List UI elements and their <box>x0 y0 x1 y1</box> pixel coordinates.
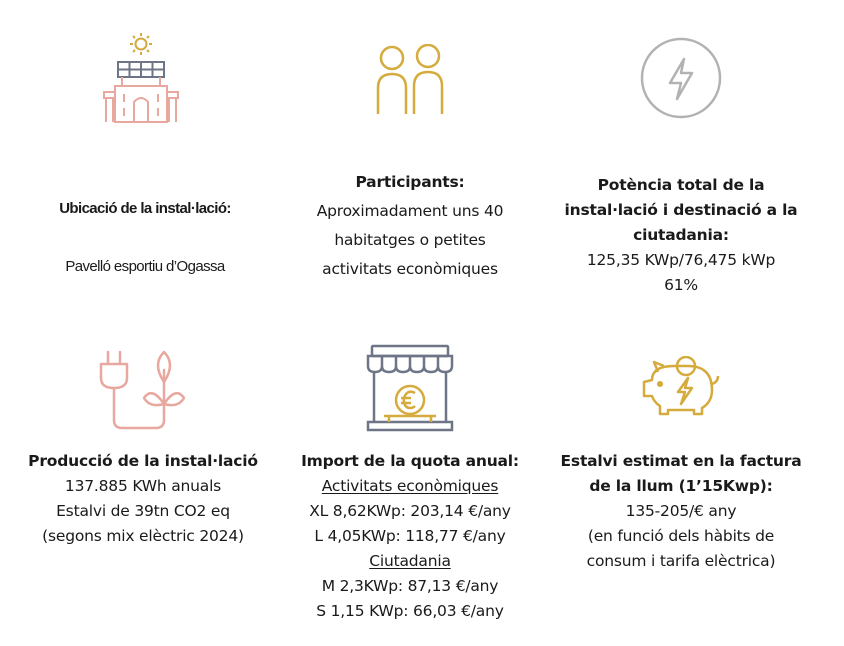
people-icon <box>374 44 446 116</box>
power-title: Potència total de la <box>597 176 765 194</box>
location-card <box>20 198 270 278</box>
production-title: Producció de la instal·lació <box>28 452 258 470</box>
savings-card <box>550 449 812 574</box>
fee-card <box>285 449 535 624</box>
lightning-icon <box>638 35 724 121</box>
power-title: ciutadania: <box>633 226 729 244</box>
fee-line: L 4,05KWp: 118,77 €/any <box>314 527 506 545</box>
savings-line: consum i tarifa elèctrica) <box>586 552 776 570</box>
piggy-bank-lightning-icon <box>638 356 720 418</box>
power-percentage: 61% <box>664 276 698 294</box>
power-title: instal·lació i destinació a la <box>564 201 798 219</box>
production-line: (segons mix elèctric 2024) <box>42 527 244 545</box>
savings-line: (en funció dels hàbits de <box>587 527 775 545</box>
production-line: 137.885 KWh anuals <box>64 477 222 495</box>
production-line: Estalvi de 39tn CO2 eq <box>56 502 230 520</box>
market-stall-euro-icon <box>364 342 456 434</box>
location-title: Ubicació de la instal·lació: <box>59 200 231 217</box>
location-value: Pavelló esportiu d’Ogassa <box>65 258 225 275</box>
fee-section-citizens: Ciutadania <box>369 552 451 570</box>
fee-line: M 2,3KWp: 87,13 €/any <box>321 577 499 595</box>
power-card <box>550 173 812 298</box>
solar-building-icon <box>100 32 182 128</box>
participants-card <box>285 170 535 282</box>
plug-leaf-icon <box>96 348 186 434</box>
savings-value: 135-205/€ any <box>625 502 737 520</box>
fee-line: S 1,15 KWp: 66,03 €/any <box>316 602 504 620</box>
participants-line: Aproximadament uns 40 <box>316 202 504 220</box>
fee-title: Import de la quota anual: <box>301 452 519 470</box>
participants-line: habitatges o petites <box>334 231 486 249</box>
production-card <box>15 449 271 549</box>
participants-title: Participants: <box>355 173 465 191</box>
savings-title: de la llum (1’15Kwp): <box>589 477 773 495</box>
power-value: 125,35 KWp/76,475 kWp <box>586 251 776 269</box>
savings-title: Estalvi estimat en la factura <box>560 452 802 470</box>
fee-line: XL 8,62KWp: 203,14 €/any <box>309 502 511 520</box>
fee-section-businesses: Activitats econòmiques <box>321 477 499 495</box>
participants-line: activitats econòmiques <box>322 260 498 278</box>
